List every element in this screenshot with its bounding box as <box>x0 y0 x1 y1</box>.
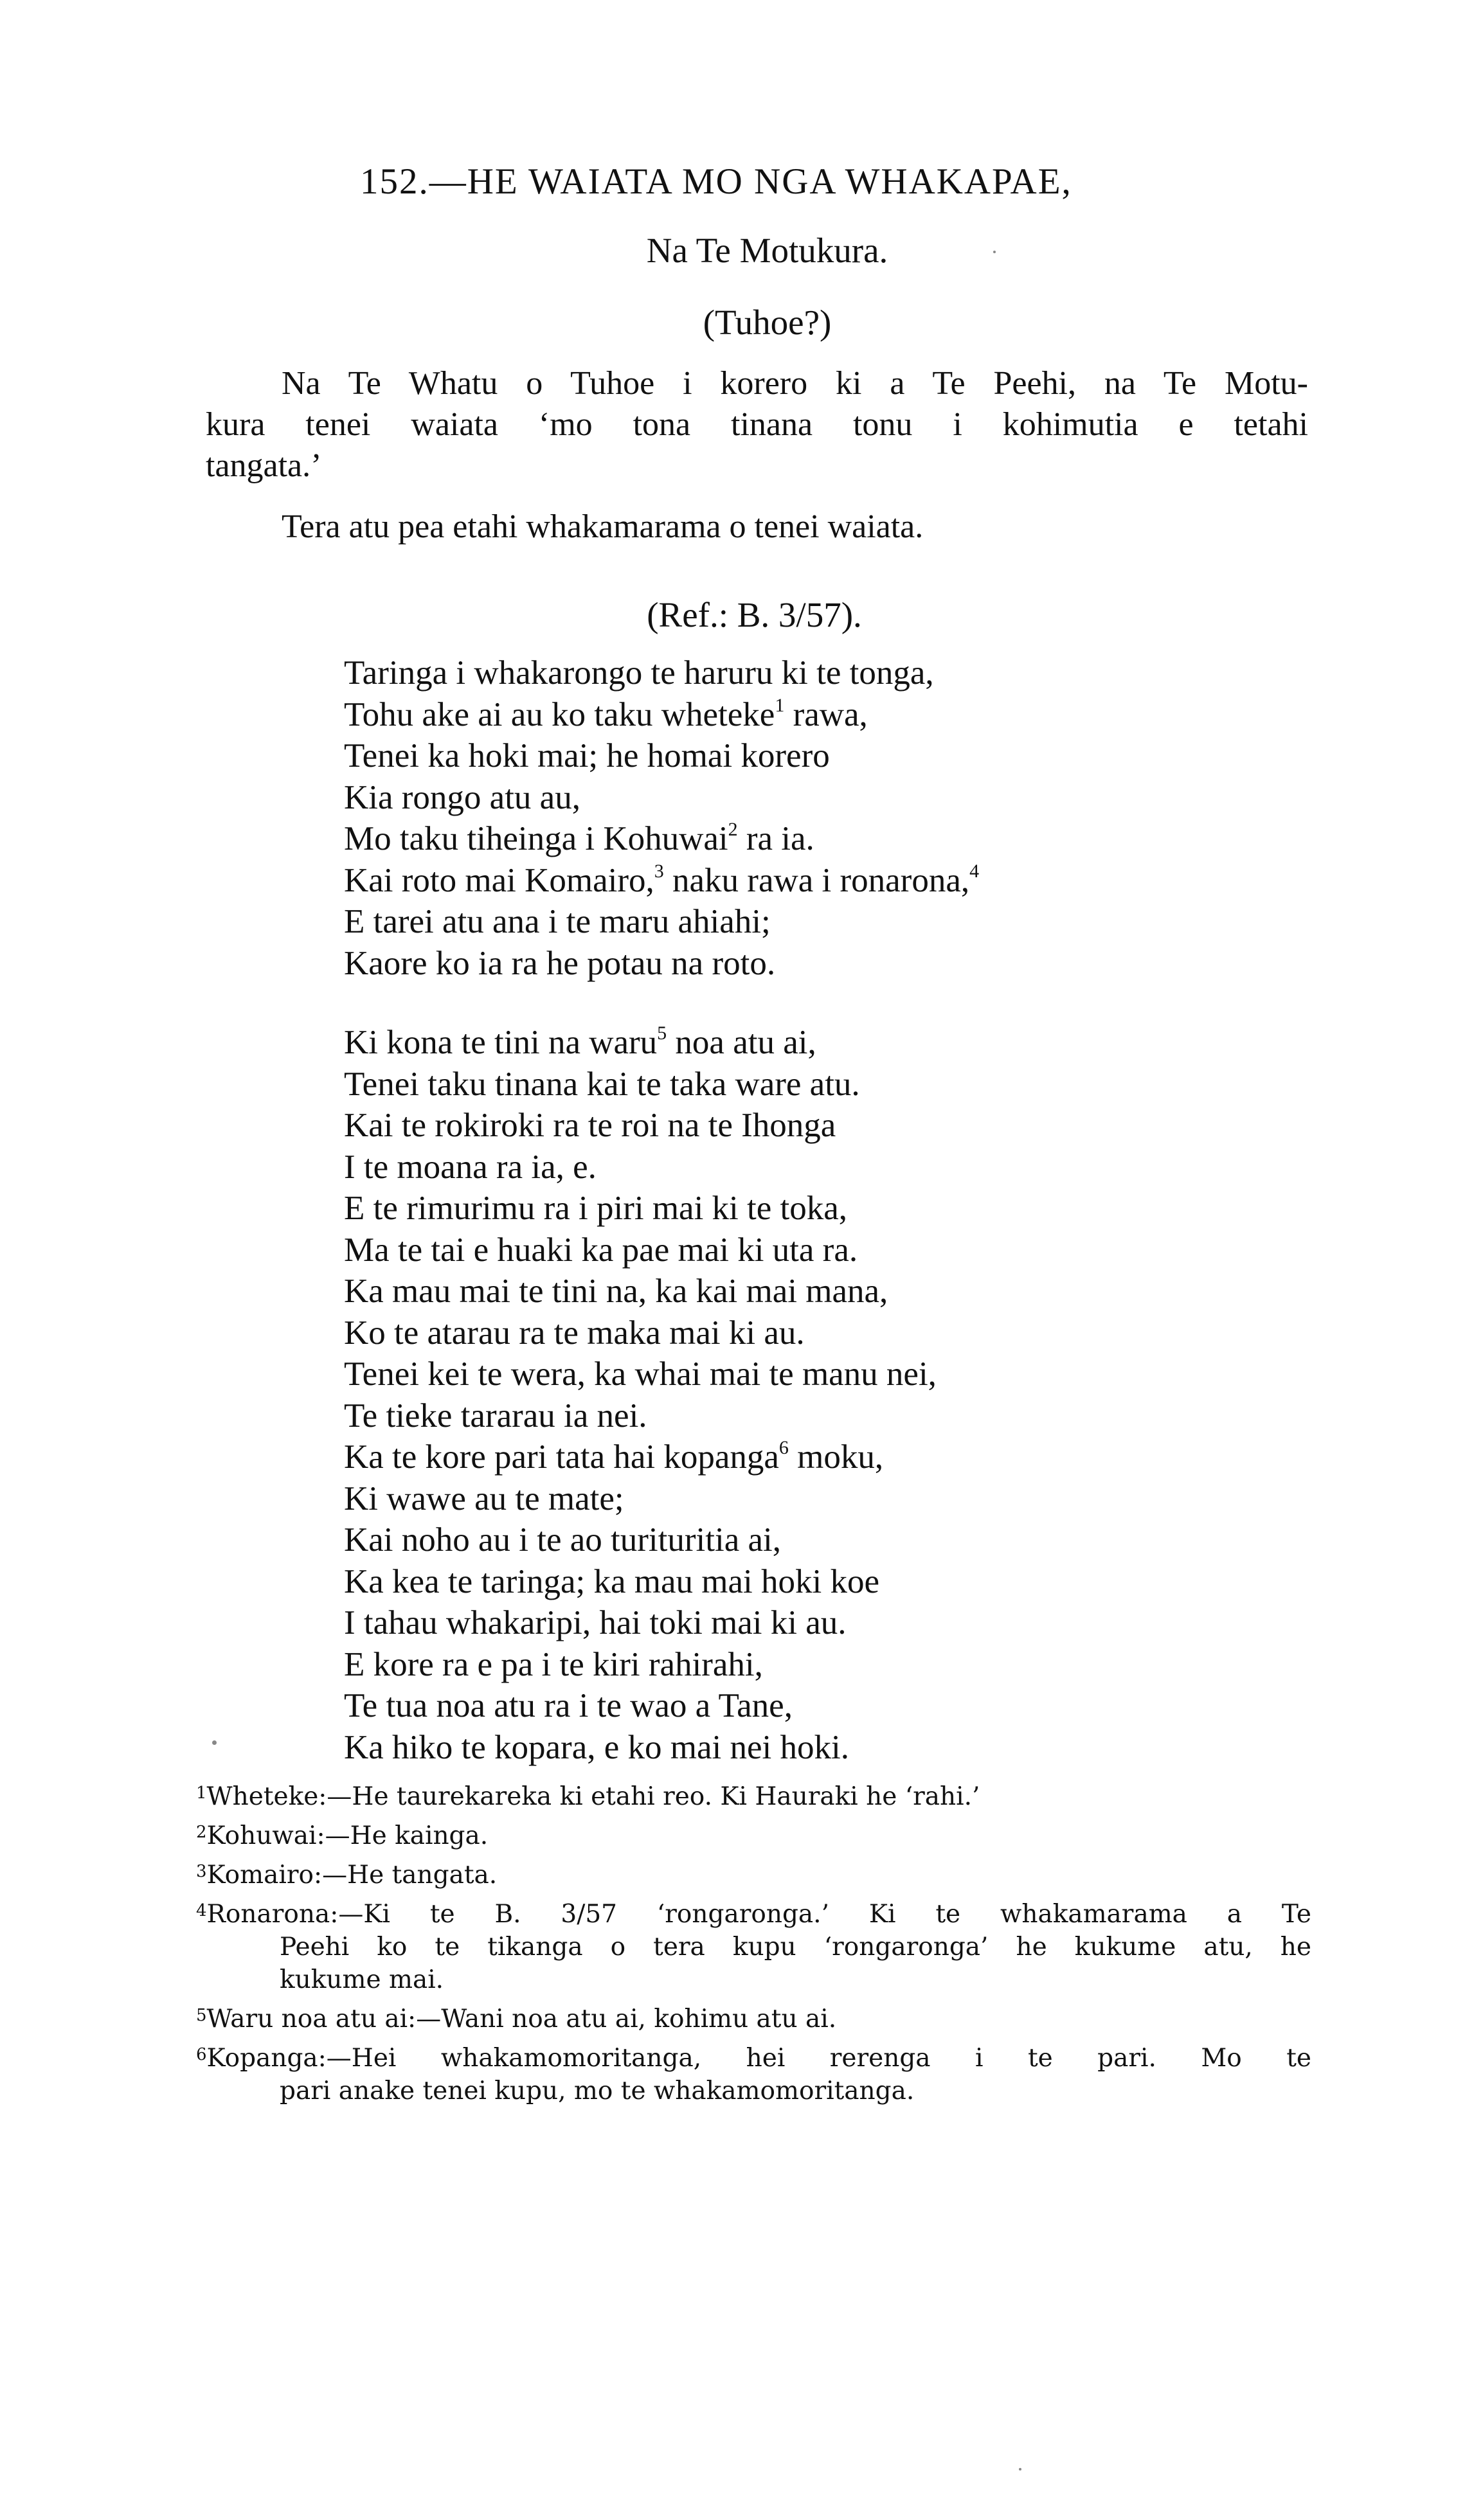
reference: (Ref.: B. 3/57). <box>647 595 862 634</box>
verse-line <box>344 694 1308 736</box>
footnote <box>196 2042 1311 2107</box>
verse-line-text: noa atu ai, <box>667 1024 816 1061</box>
verse-line-text: Ko te atarau ra te maka mai ki au. <box>344 1314 805 1352</box>
verse-line <box>344 1561 1308 1603</box>
page-speck <box>212 1740 217 1745</box>
verse-line <box>344 1022 1308 1064</box>
verse-line-text: naku rawa i ronarona, <box>663 861 970 899</box>
verse-line <box>344 1727 1308 1769</box>
verse-line <box>344 818 1308 860</box>
verse-line <box>344 652 1308 694</box>
page-speck <box>993 251 996 253</box>
verse-stanza-1 <box>344 652 1308 984</box>
verse-line-text: Ma te tai e huaki ka pae mai ki uta ra. <box>344 1231 858 1269</box>
song-author: Na Te Motukura. <box>646 231 888 270</box>
footnote-line <box>196 1859 1311 1891</box>
footnote-number: 6 <box>196 2045 207 2064</box>
verse-line-text: E tarei atu ana i te maru ahiahi; <box>344 903 771 940</box>
verse-line-text: Ki wawe au te mate; <box>344 1479 624 1517</box>
footnote-text: Kopanga:—Hei whakamomoritanga, hei rerenga i te pari. Mo te <box>206 2044 1311 2073</box>
verse-line <box>344 1354 1308 1395</box>
verse-line-text: Tohu ake ai au ko taku wheteke <box>344 695 775 733</box>
verse-line-text: Kia rongo atu au, <box>344 778 580 816</box>
verse-line-text: Ka kea te taringa; ka mau mai hoki koe <box>344 1562 879 1600</box>
verse-stanza-2 <box>344 1022 1308 1768</box>
verse-line <box>344 777 1308 819</box>
verse-line <box>344 943 1308 985</box>
verse-line-text: Mo taku tiheinga i Kohuwai <box>344 820 728 857</box>
verse-line <box>344 1147 1308 1188</box>
footnote-line <box>196 2003 1311 2035</box>
verse-line-text: Tenei taku tinana kai te taka ware atu. <box>344 1065 860 1103</box>
footnote-text: Ronarona:—Ki te B. 3/57 ‘rongaronga.’ Ki te whakamarama a Te <box>206 1900 1311 1929</box>
footnote-line <box>196 2042 1311 2075</box>
intro-paragraph <box>206 363 1308 487</box>
verse-line-text: Tenei ka hoki mai; he homai korero <box>344 737 830 774</box>
footnote-line <box>196 1963 1311 1996</box>
footnote-text: Wheteke:—He taurekareka ki etahi reo. Ki Hauraki he ‘rahi.’ <box>206 1782 980 1811</box>
footnote-number: 4 <box>196 1901 207 1920</box>
verse-line-text: E te rimurimu ra i piri mai ki te toka, <box>344 1190 848 1227</box>
verse-line-text: E kore ra e pa i te kiri rahirahi, <box>344 1645 763 1683</box>
footnote-text: pari anake tenei kupu, mo te whakamomoritanga. <box>280 2077 915 2105</box>
footnote-marker: 1 <box>775 694 785 716</box>
verse-line <box>344 1064 1308 1105</box>
footnote-marker: 2 <box>728 819 738 840</box>
footnote-marker: 5 <box>657 1023 667 1044</box>
footnotes <box>196 1780 1311 2114</box>
footnote <box>196 2003 1311 2035</box>
verse-line-text: Ka mau mai te tini na, ka kai mai mana, <box>344 1273 888 1310</box>
footnote-marker: 6 <box>778 1437 789 1458</box>
verse-line-text: ra ia. <box>737 820 814 857</box>
verse-line-text: moku, <box>788 1438 884 1476</box>
song-title: 152.—HE WAIATA MO NGA WHAKAPAE, <box>360 161 1072 202</box>
verse-line-text: rawa, <box>784 695 868 733</box>
footnote-line <box>196 1780 1311 1813</box>
footnote-text: Kohuwai:—He kainga. <box>206 1821 489 1850</box>
footnote-text: kukume mai. <box>280 1965 444 1994</box>
verse-line <box>344 1519 1308 1561</box>
verse-line <box>344 1105 1308 1147</box>
verse-line <box>344 1229 1308 1271</box>
footnote-text: Waru noa atu ai:—Wani noa atu ai, kohimu atu ai. <box>206 2005 837 2033</box>
footnote-number: 1 <box>196 1783 207 1803</box>
footnote-number: 5 <box>196 2006 207 2025</box>
verse-line <box>344 1395 1308 1437</box>
intro-note: Tera atu pea etahi whakamarama o tenei waiata. <box>282 508 924 545</box>
verse-line <box>344 1188 1308 1229</box>
footnote <box>196 1780 1311 1813</box>
intro-line: kura tenei waiata ‘mo tona tinana tonu i kohimutia e tetahi <box>206 406 1308 443</box>
page-speck <box>1019 2468 1021 2471</box>
verse-line-text: Ka hiko te kopara, e ko mai nei hoki. <box>344 1728 849 1766</box>
footnote-marker: 3 <box>654 860 664 882</box>
verse-line-text: Kaore ko ia ra he potau na roto. <box>344 944 776 982</box>
intro-line: tangata.’ <box>206 447 322 484</box>
footnote-text: Komairo:—He tangata. <box>206 1861 498 1890</box>
verse-line <box>344 1602 1308 1644</box>
verse-line <box>344 1478 1308 1520</box>
verse-line-text: Ki kona te tini na waru <box>344 1024 658 1061</box>
footnote-line <box>196 1819 1311 1852</box>
verse-line <box>344 1436 1308 1478</box>
footnote <box>196 1819 1311 1852</box>
verse-line-text: Tenei kei te wera, ka whai mai te manu nei, <box>344 1355 937 1393</box>
footnote-number: 3 <box>196 1862 207 1881</box>
footnote-text: Peehi ko te tikanga o tera kupu ‘rongaronga’ he kukume atu, he <box>280 1933 1311 1961</box>
verse-line-text: Taringa i whakarongo te haruru ki te tonga, <box>344 654 934 692</box>
verse-line-text: Te tieke tararau ia nei. <box>344 1397 647 1434</box>
verse-line <box>344 901 1308 943</box>
verse-line <box>344 860 1308 902</box>
verse-line <box>344 1644 1308 1686</box>
verse-line-text: I tahau whakaripi, hai toki mai ki au. <box>344 1604 847 1641</box>
footnote-line <box>196 1898 1311 1931</box>
song-tribe: (Tuhoe?) <box>703 303 832 342</box>
footnote <box>196 1859 1311 1891</box>
footnote <box>196 1898 1311 1996</box>
verse-line-text: Kai te rokiroki ra te roi na te Ihonga <box>344 1107 836 1144</box>
verse-line-text: Kai noho au i te ao turituritia ai, <box>344 1521 781 1559</box>
verse-line-text: Ka te kore pari tata hai kopanga <box>344 1438 779 1476</box>
verse-line-text: Te tua noa atu ra i te wao a Tane, <box>344 1687 793 1724</box>
verse-line-text: Kai roto mai Komairo, <box>344 861 654 899</box>
verse-line <box>344 735 1308 777</box>
footnote-number: 2 <box>196 1823 207 1842</box>
footnote-marker: 4 <box>969 860 980 882</box>
intro-line: Na Te Whatu o Tuhoe i korero ki a Te Peehi, na Te Motu- <box>282 365 1308 402</box>
footnote-line <box>196 1931 1311 1963</box>
verse-line <box>344 1271 1308 1312</box>
footnote-line <box>196 2075 1311 2107</box>
verse-line <box>344 1685 1308 1727</box>
verse-line <box>344 1312 1308 1354</box>
verse-line-text: I te moana ra ia, e. <box>344 1148 597 1186</box>
